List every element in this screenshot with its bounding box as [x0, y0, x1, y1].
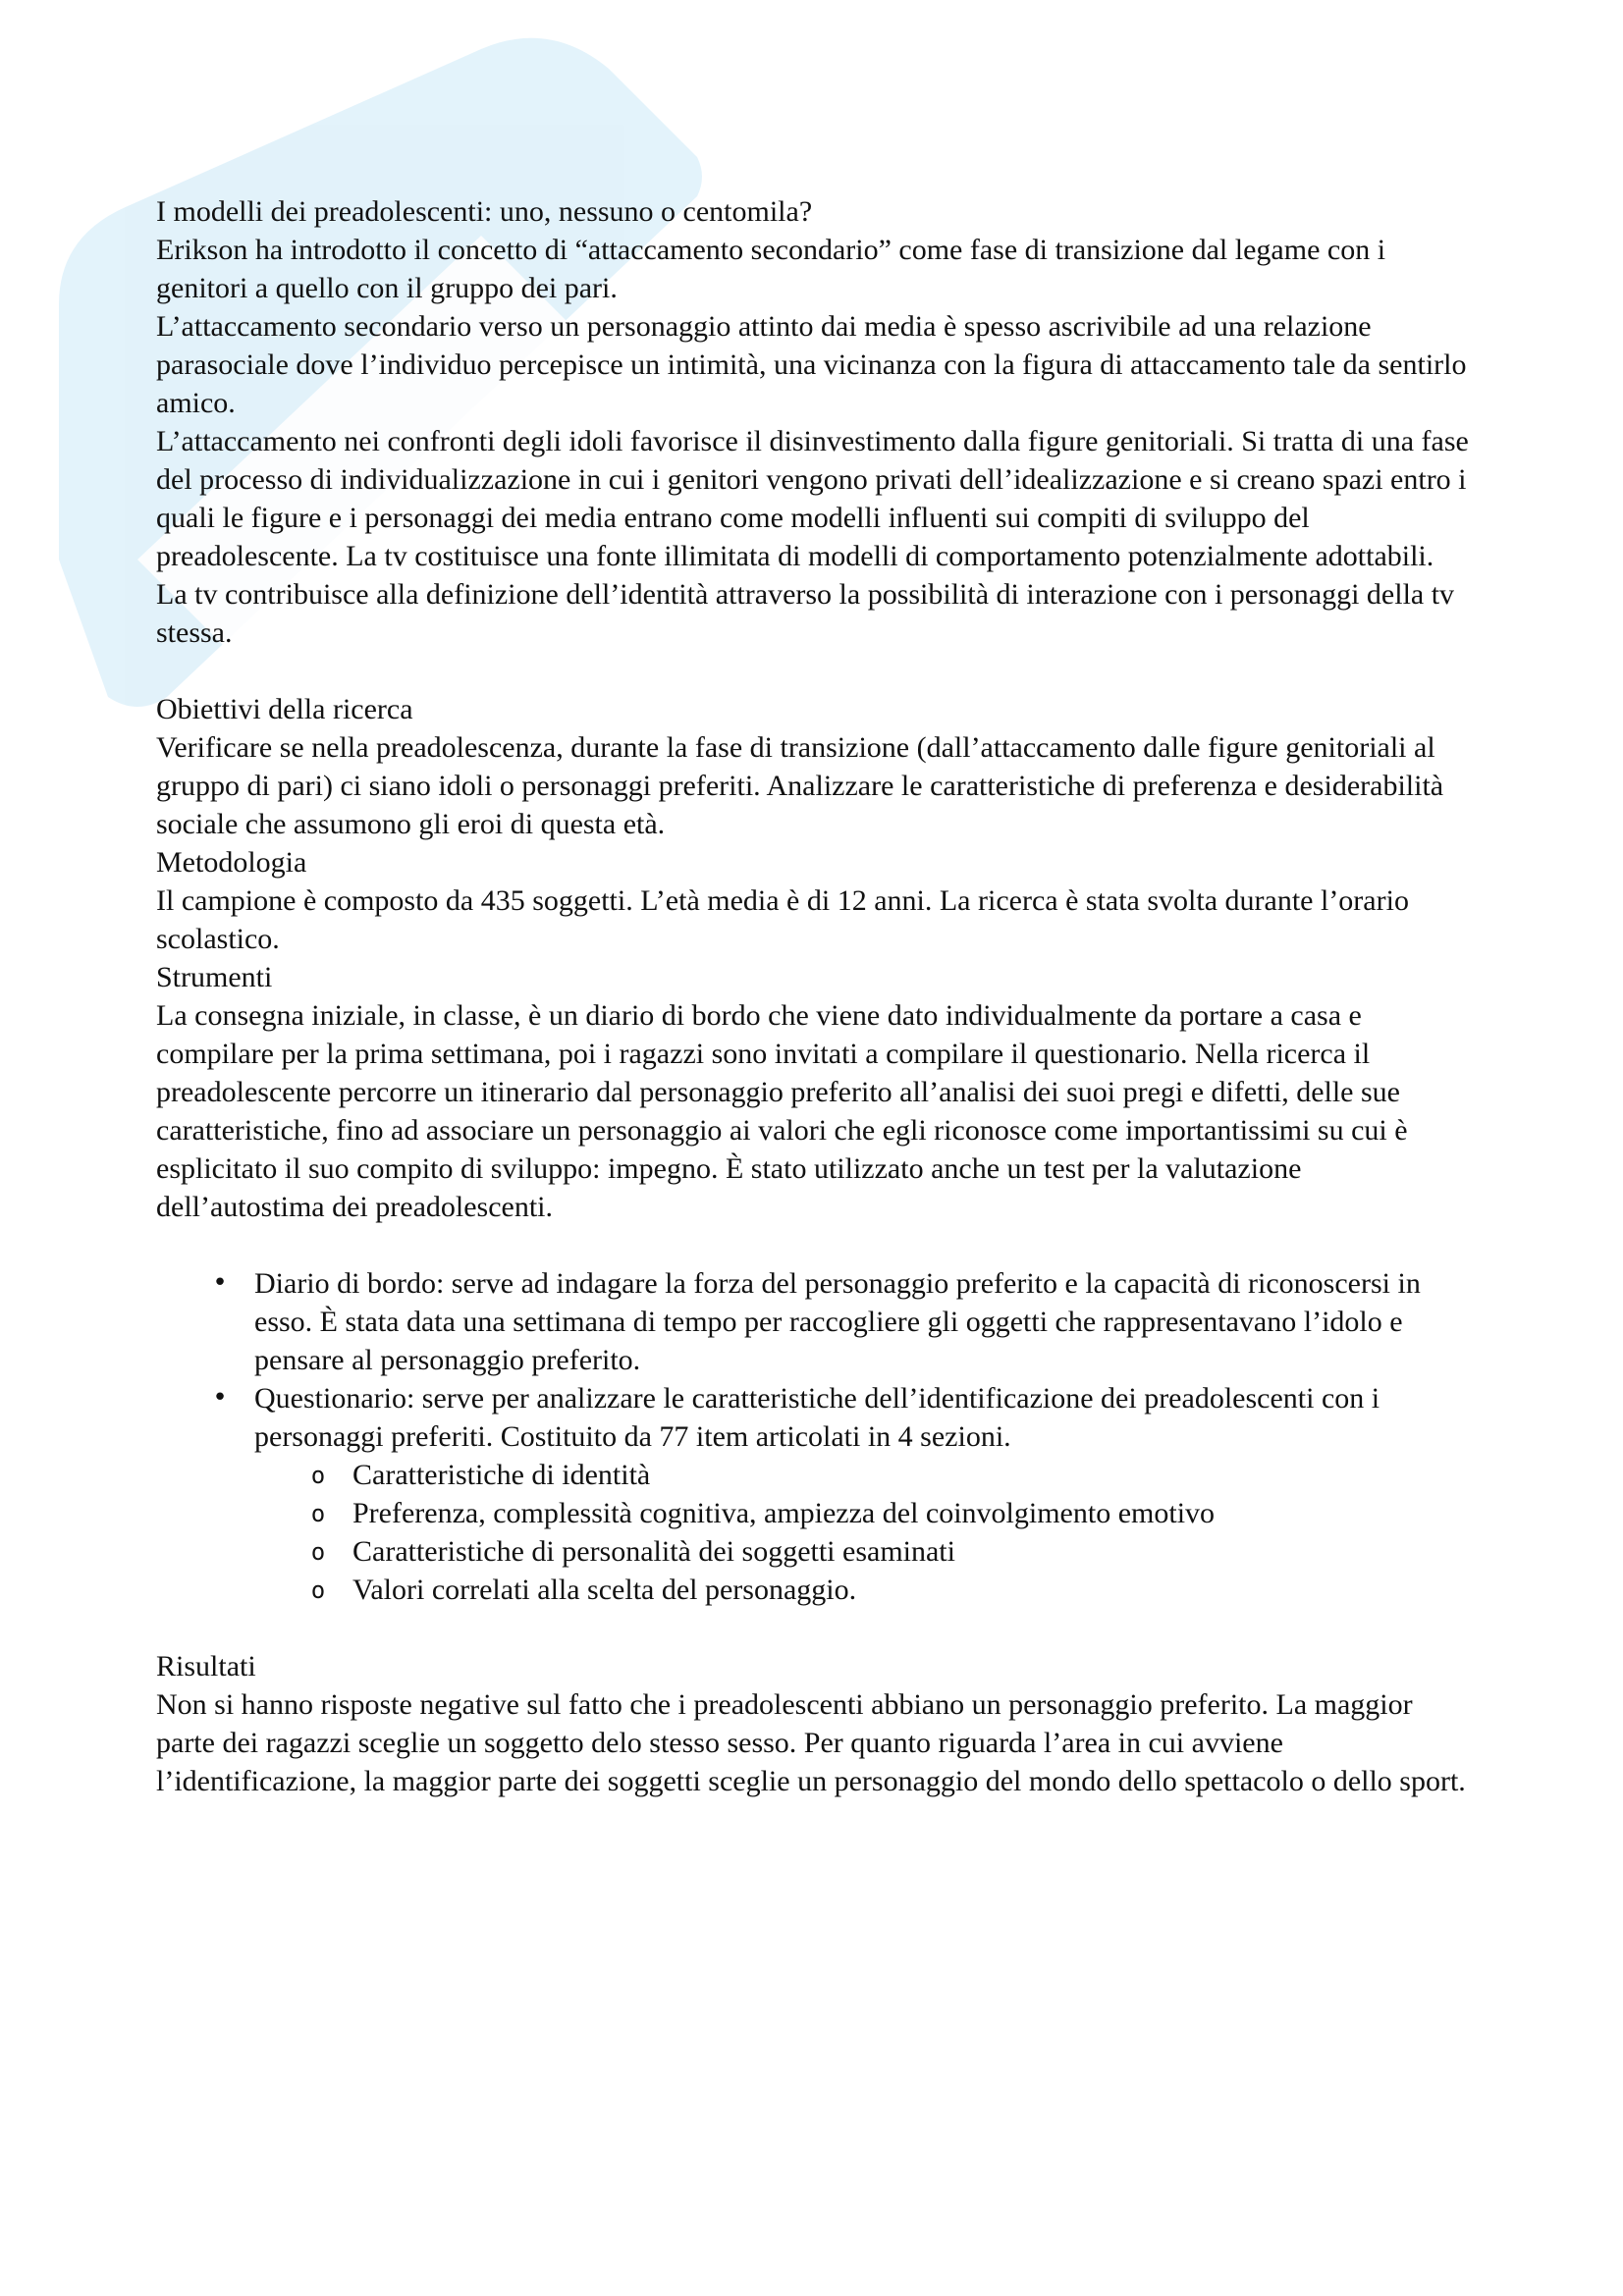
section-heading-obiettivi: Obiettivi della ricerca	[156, 693, 413, 725]
bullet-icon: •	[212, 1268, 228, 1298]
list-item-text: Questionario: serve per analizzare le caratteristiche dell’identificazione dei preadolescenti con i personaggi preferiti. Costituito da 77 item articolati in 4 sezioni.	[254, 1382, 1380, 1453]
sub-list-item	[254, 1571, 1472, 1609]
questionario-sections-list	[254, 1456, 1472, 1609]
intro-paragraph: L’attaccamento secondario verso un personaggio attinto dai media è spesso ascrivibile ad una relazione parasociale dove l’individuo percepisce un intimità, una vicinanza con la figura di attaccamento tale da sentirlo amico.	[156, 310, 1467, 419]
strumenti-list	[156, 1264, 1472, 1609]
document-page	[156, 192, 1472, 1800]
intro-paragraph: Erikson ha introdotto il concetto di “attaccamento secondario” come fase di transizione dal legame con i genitori a quello con il gruppo dei pari.	[156, 234, 1386, 304]
circle-bullet-icon: o	[310, 1576, 326, 1604]
risultati-paragraph: Non si hanno risposte negative sul fatto che i preadolescenti abbiano un personaggio preferito. La maggior parte dei ragazzi sceglie un soggetto delo stesso sesso. Per quanto riguarda l’area in cui avviene l’identificazione, la maggior parte dei soggetti sceglie un personaggio del mondo dello spettacolo o dello sport.	[156, 1688, 1466, 1797]
bullet-icon: •	[212, 1383, 228, 1413]
section-heading-strumenti: Strumenti	[156, 961, 273, 993]
circle-bullet-icon: o	[310, 1500, 326, 1527]
section-heading-risultati: Risultati	[156, 1650, 256, 1682]
sub-list-item	[254, 1494, 1472, 1532]
strumenti-paragraph: La consegna iniziale, in classe, è un diario di bordo che viene dato individualmente da portare a casa e compilare per la prima settimana, poi i ragazzi sono invitati a compilare il questionario. Nella ricerca il preadolescente percorre un itinerario dal personaggio preferito all’analisi dei suoi pregi e difetti, delle sue caratteristiche, fino ad associare un personaggio ai valori che egli riconosce come importantissimi su cui è esplicitato il suo compito di sviluppo: impegno. È stato utilizzato anche un test per la valutazione dell’autostima dei preadolescenti.	[156, 999, 1408, 1223]
circle-bullet-icon: o	[310, 1538, 326, 1566]
metodologia-paragraph: Il campione è composto da 435 soggetti. L’età media è di 12 anni. La ricerca è stata svolta durante l’orario scolastico.	[156, 884, 1409, 955]
circle-bullet-icon: o	[310, 1462, 326, 1489]
obiettivi-paragraph: Verificare se nella preadolescenza, durante la fase di transizione (dall’attaccamento dalle figure genitoriali al gruppo di pari) ci siano idoli o personaggi preferiti. Analizzare le caratteristiche di preferenza e desiderabilità sociale che assumono gli eroi di questa età.	[156, 731, 1444, 840]
sub-list-item-text: Caratteristiche di identità	[352, 1459, 651, 1491]
sub-list-item-text: Caratteristiche di personalità dei soggetti esaminati	[352, 1535, 955, 1568]
intro-paragraph: L’attaccamento nei confronti degli idoli favorisce il disinvestimento dalla figure genitoriali. Si tratta di una fase del processo di individualizzazione in cui i genitori vengono privati dell’idealizzazione e si creano spazi entro i quali le figure e i personaggi dei media entrano come modelli influenti sui compiti di sviluppo del preadolescente. La tv costituisce una fonte illimitata di modelli di comportamento potenzialmente adottabili. La tv contribuisce alla definizione dell’identità attraverso la possibilità di interazione con i personaggi della tv stessa.	[156, 425, 1469, 649]
sub-list-item	[254, 1532, 1472, 1571]
list-item-questionario	[156, 1379, 1472, 1609]
list-item-diario	[156, 1264, 1472, 1379]
intro-section	[156, 231, 1472, 652]
document-title: I modelli dei preadolescenti: uno, nessuno o centomila?	[156, 195, 813, 228]
sub-list-item	[254, 1456, 1472, 1494]
list-item-text: Diario di bordo: serve ad indagare la forza del personaggio preferito e la capacità di riconoscersi in esso. È stata data una settimana di tempo per raccogliere gli oggetti che rappresentavano l’idolo e pensare al personaggio preferito.	[254, 1267, 1421, 1376]
sub-list-item-text: Valori correlati alla scelta del personaggio.	[352, 1574, 857, 1606]
section-heading-metodologia: Metodologia	[156, 846, 307, 879]
sub-list-item-text: Preferenza, complessità cognitiva, ampiezza del coinvolgimento emotivo	[352, 1497, 1216, 1529]
